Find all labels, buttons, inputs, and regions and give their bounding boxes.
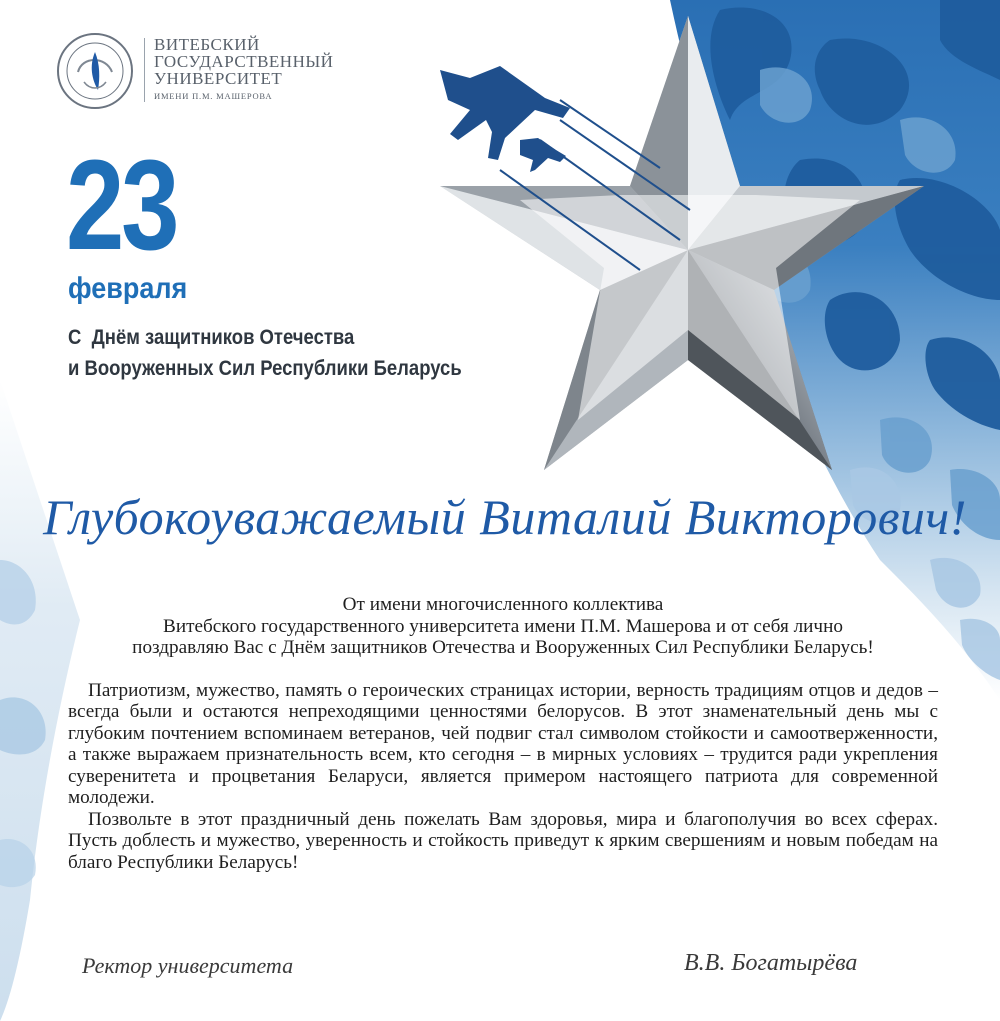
paragraph-2: Позвольте в этот праздничный день пожелать Вам здоровья, мира и благополучия во всех сферах. Пусть доблесть и мужество, уверенность и стойкость приведут к ярким свершениям и новым победам на благо Республики Беларусь! <box>68 808 938 873</box>
intro-line-1: От имени многочисленного коллектива <box>342 594 664 615</box>
date-month: февраля <box>68 272 188 305</box>
signature-name: В.В. Богатырёва <box>684 950 858 976</box>
logo-text <box>154 36 333 101</box>
date-day: 23 <box>66 134 177 277</box>
logo-divider <box>144 38 145 102</box>
intro-line-3: поздравляю Вас с Днём защитников Отечества и Вооруженных Сил Республики Беларусь! <box>132 637 874 658</box>
logo-line-2: ГОСУДАРСТВЕННЫЙ <box>154 52 334 71</box>
holiday-line-1: С Днём защитников Отечества <box>68 326 355 349</box>
intro-paragraph <box>68 594 938 659</box>
letter-body <box>68 594 938 873</box>
logo-line-3: УНИВЕРСИТЕТ <box>154 69 283 88</box>
logo-seal <box>56 32 134 110</box>
holiday-line-2: и Вооруженных Сил Республики Беларусь <box>68 357 462 380</box>
paragraph-1: Патриотизм, мужество, память о героических страницах истории, верность традициям отцов и дедов – всегда были и остаются непреходящими ценностями белорусов. В этот знаменательный день мы с глубоким почтением вспоминаем ветеранов, чей подвиг стал символом стойкости и самоотверженности, а также выражаем признательность всем, кто сегодня – в мирных условиях – трудится ради укрепления суверенитета и процветания Беларуси, является примером настоящего патриота для современной молодежи. <box>68 679 938 808</box>
logo-line-1: ВИТЕБСКИЙ <box>154 35 260 54</box>
intro-line-2: Витебского государственного университета имени П.М. Машерова и от себя лично <box>163 615 843 637</box>
logo-subtitle: ИМЕНИ П.М. МАШЕРОВА <box>154 91 273 101</box>
signature-title: Ректор университета <box>82 953 294 978</box>
holiday-title <box>68 322 462 384</box>
university-logo <box>56 32 356 112</box>
greeting-heading: Глубокоуважаемый Виталий Викторович! <box>43 489 967 545</box>
